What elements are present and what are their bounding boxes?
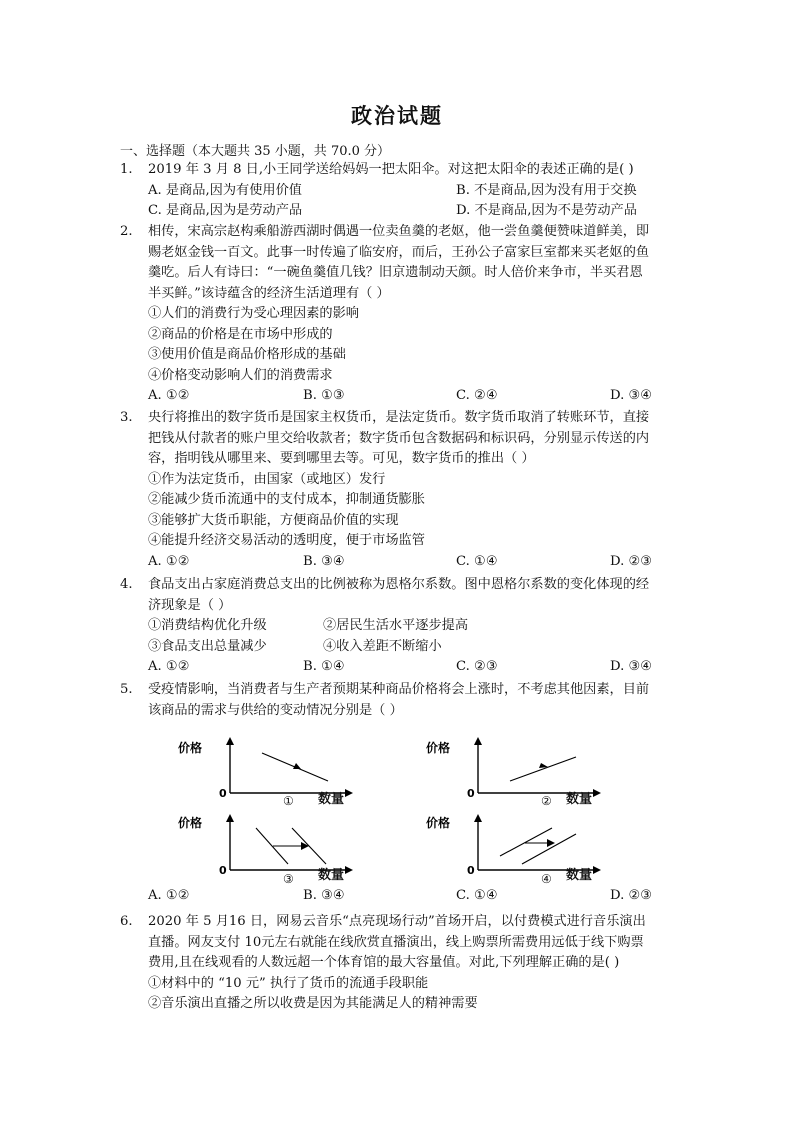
question-number: 5. — [120, 682, 133, 697]
x-axis-arrow — [345, 789, 353, 797]
question-text: 受疫情影响，当消费者与生产者预期某种商品价格将会上涨时，不考虑其他因素，目前 — [148, 682, 650, 697]
question-text: 半买鲜。”该诗蕴含的经济生活道理有（ ） — [148, 285, 390, 301]
question-text: 费用,且在线观看的人数远超一个体育馆的最大容量值。对此,下列理解正确的是( ) — [148, 955, 620, 970]
curve-arrow — [293, 763, 301, 769]
page-title: 政治试题 — [351, 103, 443, 128]
option-b[interactable]: B. ①④ — [303, 659, 345, 674]
question-6 — [120, 912, 680, 1015]
origin-label: 0 — [219, 864, 227, 877]
option-d[interactable]: D. ③④ — [610, 388, 653, 403]
question-text: 直播。网友支付 10元左右就能在线欣赏直播演出，线上购票所需费用远低于线下购票 — [148, 934, 644, 950]
statement: ②商品的价格是在市场中形成的 — [148, 326, 333, 342]
question-text: 央行将推出的数字货币是国家主权货币，是法定货币。数字货币取消了转账环节，直接 — [148, 410, 650, 425]
graph-caption: ③ — [283, 872, 294, 886]
option-d[interactable]: D. ②③ — [610, 553, 653, 569]
option-a[interactable]: A. ①② — [148, 553, 190, 569]
question-number: 2. — [120, 224, 133, 239]
option-d[interactable]: D. ②③ — [610, 888, 653, 903]
option-a[interactable]: A. 是商品,因为有使用价值 — [148, 182, 302, 198]
question-text: 赐老妪金钱一百文。此事一时传遍了临安府，而后，王孙公子富家巨室都来买老妪的鱼 — [148, 244, 650, 260]
curve-line-shifted — [522, 834, 576, 864]
y-axis-label: 价格 — [426, 816, 451, 830]
question-number: 1. — [120, 162, 133, 177]
origin-label: 0 — [467, 787, 475, 800]
question-4 — [120, 575, 680, 678]
question-text: 2020 年 5 月16 日，网易云音乐“点亮现场行动”首场开启，以付费模式进行音乐演出 — [148, 914, 646, 929]
option-c[interactable]: C. ②③ — [456, 659, 498, 674]
question-number: 6. — [120, 914, 133, 929]
origin-label: 0 — [219, 787, 227, 800]
statement: ④收入差距不断缩小 — [323, 638, 442, 654]
x-axis-arrow — [345, 866, 353, 874]
y-axis-arrow — [474, 814, 482, 822]
statement: ①材料中的 “10 元” 执行了货币的流通手段职能 — [148, 975, 429, 991]
option-d[interactable]: D. ③④ — [610, 659, 653, 674]
statement: ③能够扩大货币职能，方便商品价值的实现 — [148, 512, 399, 528]
question-3 — [120, 408, 680, 572]
option-c[interactable]: C. ②④ — [456, 388, 498, 403]
question-text: 容，指明钱从哪里来、要到哪里去等。可见，数字货币的推出（ ） — [148, 451, 535, 466]
question-text: 2019 年 3 月 8 日,小王同学送给妈妈一把太阳伞。对这把太阳伞的表述正确的是( ) — [148, 162, 634, 177]
shift-arrow-head — [301, 842, 309, 850]
question-number: 3. — [120, 410, 133, 425]
origin-label: 0 — [467, 864, 475, 877]
x-axis-label: 数量 — [566, 868, 593, 883]
option-a[interactable]: A. ①② — [148, 888, 190, 903]
x-axis-label: 数量 — [318, 868, 345, 883]
y-axis-label: 价格 — [178, 816, 203, 830]
question-5-options — [148, 888, 688, 908]
question-text: 羹吃。后人有诗曰：“一碗鱼羹值几钱？旧京遗制动天颜。时人倍价来争市，半买君恩 — [148, 265, 643, 280]
statement: ①作为法定货币，由国家（或地区）发行 — [148, 471, 386, 487]
statement: ②居民生活水平逐步提高 — [323, 618, 469, 633]
y-axis-label: 价格 — [426, 741, 451, 755]
question-text: 食品支出占家庭消费总支出的比例被称为恩格尔系数。图中恩格尔系数的变化体现的经 — [148, 577, 650, 592]
graph-caption: ② — [541, 794, 552, 808]
question-text: 济现象是（ ） — [148, 597, 232, 613]
question-1 — [120, 160, 680, 222]
question-text: 相传，宋高宗赵构乘船游西湖时偶遇一位卖鱼羹的老妪，他一尝鱼羹便赞味道鲜美，即 — [148, 224, 650, 239]
graph-caption: ④ — [541, 872, 552, 886]
question-5 — [120, 680, 680, 721]
option-b[interactable]: B. ③④ — [303, 888, 345, 903]
option-c[interactable]: C. ①④ — [456, 888, 498, 903]
option-a[interactable]: A. ①② — [148, 388, 190, 403]
statement: ①人们的消费行为受心理因素的影响 — [148, 306, 359, 321]
option-c[interactable]: C. ①④ — [456, 553, 498, 569]
y-axis-arrow — [226, 814, 234, 822]
statement: ③使用价值是商品价格形成的基础 — [148, 347, 346, 362]
option-c[interactable]: C. 是商品,因为是劳动产品 — [148, 203, 303, 218]
question-2 — [120, 222, 680, 407]
statement: ①消费结构优化升级 — [148, 618, 267, 633]
statement: ④能提升经济交易活动的透明度，便于市场监管 — [148, 533, 425, 548]
y-axis-arrow — [474, 737, 482, 745]
graph-caption: ① — [283, 794, 294, 808]
statement: ④价格变动影响人们的消费需求 — [148, 367, 333, 383]
option-b[interactable]: B. ③④ — [303, 553, 345, 569]
statement: ③食品支出总量减少 — [148, 638, 267, 654]
option-b[interactable]: B. 不是商品,因为没有用于交换 — [456, 182, 637, 198]
section-heading: 一、选择题（本大题共 35 小题，共 70.0 分） — [120, 144, 391, 159]
curve-line — [510, 757, 576, 781]
option-a[interactable]: A. ①② — [148, 659, 190, 674]
question-number: 4. — [120, 577, 133, 592]
option-b[interactable]: B. ①③ — [303, 388, 345, 403]
question-text: 该商品的需求与供给的变动情况分别是（ ） — [148, 702, 403, 718]
statement: ②能减少货币流通中的支付成本，抑制通货膨胀 — [148, 492, 425, 507]
y-axis-arrow — [226, 737, 234, 745]
option-d[interactable]: D. 不是商品,因为不是劳动产品 — [456, 203, 637, 218]
question-text: 把钱从付款者的账户里交给收款者；数字货币包含数据码和标识码，分别显示传送的内 — [148, 430, 650, 446]
x-axis-label: 数量 — [318, 792, 345, 807]
y-axis-label: 价格 — [178, 741, 203, 755]
x-axis-label: 数量 — [566, 792, 593, 807]
statement: ②音乐演出直播之所以收费是因为其能满足人的精神需要 — [148, 996, 478, 1011]
x-axis-arrow — [593, 789, 601, 797]
x-axis-arrow — [593, 866, 601, 874]
